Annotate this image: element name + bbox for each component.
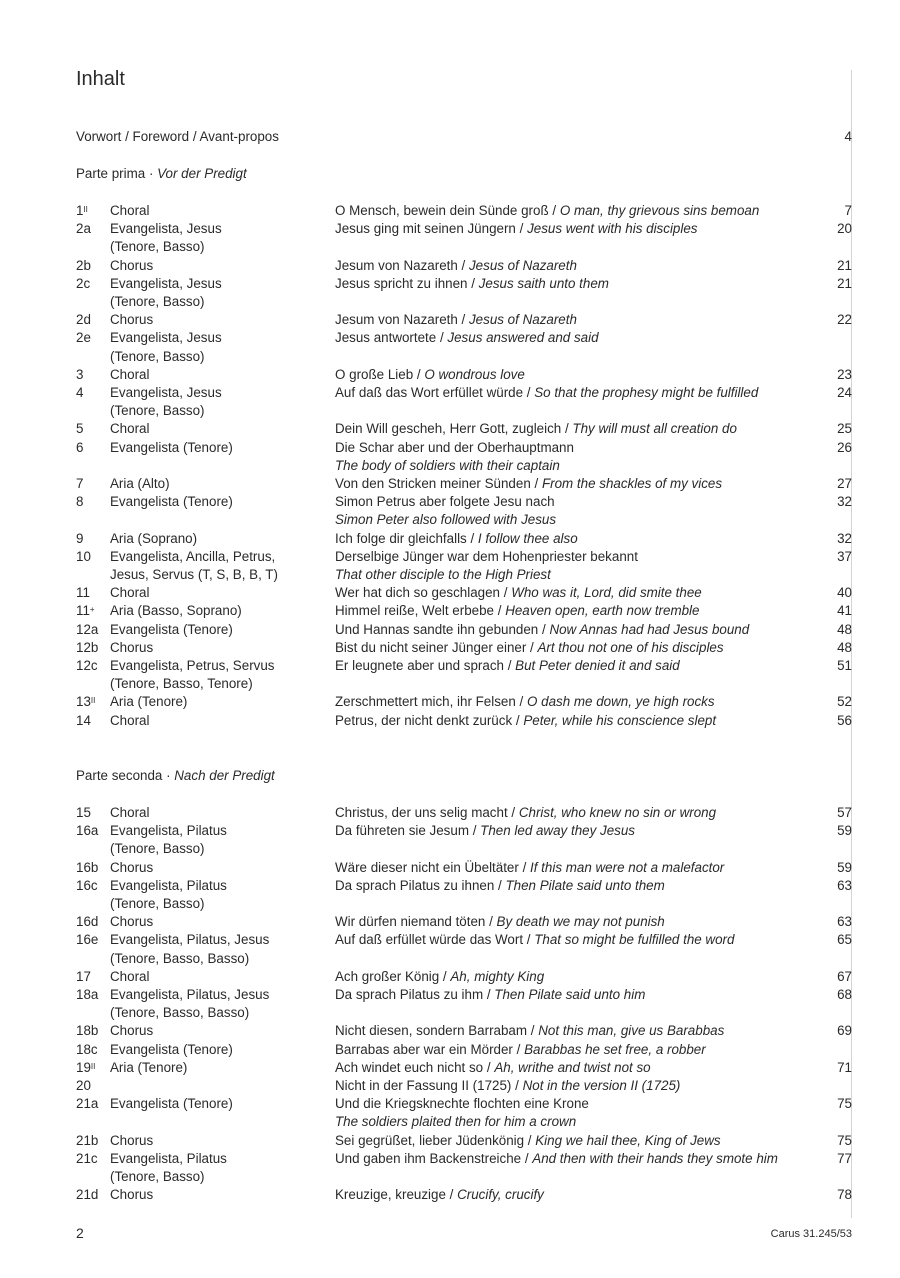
entry-title: O große Lieb / O wondrous love <box>335 366 525 382</box>
entry-title-english: Ah, writhe and twist not so <box>494 1059 651 1075</box>
entry-page: 48 <box>837 639 852 655</box>
entry-title: Auf daß das Wort erfüllet würde / So that the prophesy might be fulfilled <box>335 385 759 400</box>
entry-title: Da führeten sie Jesum / Then led away they Jesus <box>335 823 635 839</box>
entry-title-english: Christ, who knew no sin or wrong <box>518 805 717 820</box>
entry-number: 17 <box>76 968 91 984</box>
entry-title: Wir dürfen niemand töten / By death we may not punish <box>335 914 665 930</box>
entry-category: Evangelista (Tenore) <box>110 1096 233 1112</box>
entry-category: Evangelista, Petrus, Servus <box>110 658 275 673</box>
toc-row <box>0 986 900 1004</box>
toc-row <box>0 402 900 420</box>
entry-category: Choral <box>110 712 150 728</box>
toc-row <box>0 311 900 329</box>
entry-title: Da sprach Pilatus zu ihnen / Then Pilate said unto them <box>335 877 665 893</box>
toc-row <box>0 913 900 931</box>
entry-title-english: Not this man, give us Barabbas <box>538 1023 725 1039</box>
entry-category: Choral <box>110 203 150 218</box>
entry-title: Sei gegrüßet, lieber Jüdenkönig / King we hail thee, King of Jews <box>335 1132 721 1148</box>
entry-page: 75 <box>837 1132 852 1148</box>
toc-row <box>0 804 900 822</box>
toc-row <box>0 877 900 895</box>
toc-row <box>0 1132 900 1150</box>
entry-number: 16e <box>76 932 99 948</box>
entry-page: 78 <box>837 1187 852 1203</box>
entry-title: Er leugnete aber und sprach / But Peter denied it and said <box>335 658 680 673</box>
entry-title-english: But Peter denied it and said <box>515 658 680 673</box>
entry-title-english: That so might be fulfilled the word <box>534 932 735 948</box>
entry-marker: II <box>90 1061 96 1071</box>
entry-marker: II <box>90 696 96 706</box>
foreword-row <box>0 128 900 146</box>
toc-row <box>0 822 900 840</box>
entry-number: 12c <box>76 658 98 673</box>
entry-page: 59 <box>837 823 852 839</box>
entry-number: 12b <box>76 639 99 655</box>
toc-row <box>0 275 900 293</box>
entry-title-english: Crucify, crucify <box>457 1187 544 1203</box>
entry-number: 11+ <box>76 603 95 619</box>
entry-category: Evangelista, Pilatus, Jesus <box>110 932 270 948</box>
entry-title-english: Heaven open, earth now tremble <box>505 603 700 619</box>
entry-number: 2a <box>76 221 91 237</box>
entry-category: Chorus <box>110 257 154 273</box>
entry-category: Chorus <box>110 1132 154 1148</box>
toc-row <box>0 1022 900 1040</box>
foreword-label: Vorwort / Foreword / Avant-propos <box>76 129 279 144</box>
entry-number: 12a <box>76 621 99 637</box>
entry-category: Evangelista, Jesus <box>110 385 222 400</box>
toc-row <box>0 457 900 475</box>
part-heading-2: Parte seconda · Nach der Predigt <box>76 768 275 783</box>
entry-category: Chorus <box>110 914 154 930</box>
footer-catalog-code: Carus 31.245/53 <box>770 1228 852 1240</box>
entry-page: 75 <box>837 1096 852 1112</box>
entry-category: Chorus <box>110 1187 154 1203</box>
entry-page: 32 <box>837 494 852 510</box>
toc-row <box>0 366 900 384</box>
entry-number: 18a <box>76 987 99 1002</box>
entry-page: 69 <box>837 1023 852 1039</box>
entry-number: 16a <box>76 823 99 839</box>
entry-title-english: Jesus answered and said <box>447 330 599 346</box>
toc-row <box>0 1041 900 1059</box>
entry-category: Choral <box>110 585 150 601</box>
entry-category: Evangelista, Jesus <box>110 330 222 346</box>
entry-title-english: That other disciple to the High Priest <box>335 567 551 582</box>
entry-title: Und die Kriegsknechte flochten eine Krone <box>335 1096 589 1112</box>
entry-number: 5 <box>76 421 84 437</box>
toc-row <box>0 348 900 366</box>
entry-category: Evangelista, Pilatus <box>110 877 227 893</box>
entry-title-english: Thy will must all creation do <box>572 421 737 437</box>
entry-title: Nicht diesen, sondern Barrabam / Not this man, give us Barabbas <box>335 1023 725 1039</box>
entry-page: 67 <box>837 968 852 984</box>
toc-row <box>0 257 900 275</box>
entry-page: 56 <box>837 712 852 728</box>
toc-row <box>0 1059 900 1077</box>
entry-title-english: Then Pilate said unto them <box>505 877 665 893</box>
entry-title: Jesus spricht zu ihnen / Jesus saith unto them <box>335 275 609 291</box>
entry-title: Dein Will gescheh, Herr Gott, zugleich / Thy will must all creation do <box>335 421 737 437</box>
toc-row <box>0 675 900 693</box>
entry-page: 41 <box>837 603 852 619</box>
entry-number: $13^{II}$ <box>76 694 96 710</box>
toc-row <box>0 968 900 986</box>
entry-category: Evangelista (Tenore) <box>110 439 233 455</box>
toc-row <box>0 384 900 402</box>
entry-title: Da sprach Pilatus zu ihm / Then Pilate said unto him <box>335 987 646 1002</box>
entry-page: 37 <box>837 548 852 564</box>
entry-category: Evangelista, Jesus <box>110 275 222 291</box>
entry-title-english: Peter, while his conscience slept <box>523 712 717 728</box>
entry-title-english: Barabbas he set free, a robber <box>524 1041 706 1057</box>
part-heading-1: Parte prima · Vor der Predigt <box>76 166 247 181</box>
entry-number: 3 <box>76 366 84 382</box>
entry-title-english: By death we may not punish <box>496 914 665 930</box>
entry-category: (Tenore, Basso, Basso) <box>110 950 250 966</box>
toc-row <box>0 1077 900 1095</box>
entry-title: Ach windet euch nicht so / Ah, writhe and twist not so <box>335 1059 651 1075</box>
toc-row <box>0 439 900 457</box>
entry-title-english: Then Pilate said unto him <box>494 987 646 1002</box>
entry-category: Aria (Soprano) <box>110 530 198 546</box>
entry-category: Aria (Tenore) <box>110 1059 188 1075</box>
entry-category: Chorus <box>110 859 154 875</box>
entry-title: Barrabas aber war ein Mörder / Barabbas he set free, a robber <box>335 1041 706 1057</box>
entry-category: Choral <box>110 968 150 984</box>
entry-title-english: So that the prophesy might be fulfilled <box>534 385 759 400</box>
toc-row <box>0 1186 900 1204</box>
toc-row <box>0 584 900 602</box>
entry-number: 2e <box>76 330 91 346</box>
entry-page: 71 <box>837 1059 852 1075</box>
entry-number: 10 <box>76 548 91 564</box>
toc-row <box>0 639 900 657</box>
toc-row <box>0 931 900 949</box>
toc-row <box>0 1168 900 1186</box>
entry-title: Zerschmettert mich, ihr Felsen / O dash me down, ye high rocks <box>335 694 715 710</box>
toc-row <box>0 1113 900 1131</box>
entry-page: 68 <box>837 987 852 1002</box>
toc-row <box>0 712 900 730</box>
entry-title: Nicht in der Fassung II (1725) / Not in the version II (1725) <box>335 1078 681 1093</box>
entry-number: 16b <box>76 859 99 875</box>
entry-category: Chorus <box>110 312 154 328</box>
entry-title-english: Jesus went with his disciples <box>527 221 698 237</box>
entry-title-english: Jesus of Nazareth <box>468 257 577 273</box>
entry-title: Wäre dieser nicht ein Übeltäter / If this man were not a malefactor <box>335 859 725 875</box>
entry-category: Choral <box>110 366 150 382</box>
toc-row <box>0 420 900 438</box>
entry-number: 21c <box>76 1150 98 1166</box>
entry-title: Himmel reiße, Welt erbebe / Heaven open, earth now tremble <box>335 603 700 619</box>
entry-title: Ich folge dir gleichfalls / I follow thee also <box>335 530 578 546</box>
entry-title: Jesum von Nazareth / Jesus of Nazareth <box>335 312 577 328</box>
entry-page: 52 <box>837 694 852 710</box>
entry-title: Von den Stricken meiner Sünden / From the shackles of my vices <box>335 476 723 491</box>
entry-title: Und gaben ihm Backenstreiche / And then with their hands they smote him <box>335 1150 778 1166</box>
toc-row <box>0 950 900 968</box>
entry-page: 22 <box>837 312 852 328</box>
entry-title: Bist du nicht seiner Jünger einer / Art thou not one of his disciples <box>335 639 724 655</box>
entry-title-english: Jesus saith unto them <box>478 275 609 291</box>
entry-title: O Mensch, bewein dein Sünde groß / O man, thy grievous sins bemoan <box>335 203 760 218</box>
entry-category: (Tenore, Basso) <box>110 403 205 419</box>
entry-number: 2b <box>76 257 91 273</box>
entry-title-english: And then with their hands they smote him <box>532 1150 778 1166</box>
entry-category: (Tenore, Basso) <box>110 239 205 255</box>
page-title: Inhalt <box>76 68 125 90</box>
toc-row <box>0 511 900 529</box>
toc-row <box>0 493 900 511</box>
entry-category: Chorus <box>110 639 154 655</box>
toc-row <box>0 530 900 548</box>
entry-title: Petrus, der nicht denkt zurück / Peter, while his conscience slept <box>335 712 717 728</box>
entry-page: 26 <box>837 439 852 455</box>
toc-row <box>0 693 900 711</box>
entry-title: Jesus antwortete / Jesus answered and said <box>335 330 599 346</box>
entry-category: Aria (Tenore) <box>110 694 188 710</box>
entry-page: 23 <box>837 366 852 382</box>
entry-page: 57 <box>837 805 852 820</box>
entry-page: 27 <box>837 476 852 491</box>
entry-number: 7 <box>76 476 84 491</box>
entry-title: Derselbige Jünger war dem Hohenpriester bekannt <box>335 548 638 564</box>
entry-title: Jesus ging mit seinen Jüngern / Jesus went with his disciples <box>335 221 698 237</box>
entry-page: 20 <box>837 221 852 237</box>
entry-number: 18b <box>76 1023 99 1039</box>
footer-page-number: 2 <box>76 1225 84 1241</box>
toc-row <box>0 1150 900 1168</box>
entry-number: 9 <box>76 530 84 546</box>
entry-title: Kreuzige, kreuzige / Crucify, crucify <box>335 1187 544 1203</box>
toc-row <box>0 1004 900 1022</box>
entry-title-english: Jesus of Nazareth <box>468 312 577 328</box>
toc-row <box>0 840 900 858</box>
entry-number: 21a <box>76 1096 99 1112</box>
entry-number: 4 <box>76 385 84 400</box>
entry-marker: II <box>83 205 88 214</box>
entry-title-english: Ah, mighty King <box>450 968 545 984</box>
entry-page: 21 <box>837 257 852 273</box>
entry-category: Evangelista, Ancilla, Petrus, <box>110 548 276 564</box>
entry-title-english: Then led away they Jesus <box>480 823 635 839</box>
entry-number: 6 <box>76 439 84 455</box>
entry-number: 16d <box>76 914 99 930</box>
entry-number: 16c <box>76 877 98 893</box>
entry-number: $1^{II}$ <box>76 203 88 218</box>
entry-page: 65 <box>837 932 852 948</box>
part1-sub: Vor der Predigt <box>157 166 247 181</box>
entry-title-english: O man, thy grievous sins bemoan <box>559 203 760 218</box>
entry-title-english: Who was it, Lord, did smite thee <box>511 585 702 601</box>
entry-title-english: Now Annas had had Jesus bound <box>549 621 750 637</box>
toc-row <box>0 566 900 584</box>
toc-row <box>0 202 900 220</box>
entry-category: Evangelista (Tenore) <box>110 494 233 510</box>
entry-number: 14 <box>76 712 91 728</box>
entry-title-english: Simon Peter also followed with Jesus <box>335 512 557 528</box>
part2-name: Parte seconda <box>76 768 163 783</box>
entry-page: 63 <box>837 877 852 893</box>
entry-number: 2c <box>76 275 91 291</box>
entry-page: 25 <box>837 421 852 437</box>
part2-sub: Nach der Predigt <box>174 768 275 783</box>
entry-number: 15 <box>76 805 91 820</box>
toc-row <box>0 657 900 675</box>
entry-category: (Tenore, Basso) <box>110 294 205 309</box>
entry-category: Jesus, Servus (T, S, B, B, T) <box>110 567 278 582</box>
entry-category: Evangelista, Jesus <box>110 221 222 237</box>
entry-title-english: If this man were not a malefactor <box>530 859 725 875</box>
toc-row <box>0 895 900 913</box>
entry-category: Chorus <box>110 1023 154 1039</box>
entry-title: Und Hannas sandte ihn gebunden / Now Annas had had Jesus bound <box>335 621 750 637</box>
entry-title: Auf daß erfüllet würde das Wort / That so might be fulfilled the word <box>335 932 735 948</box>
entry-page: 24 <box>837 385 852 400</box>
entry-category: Aria (Alto) <box>110 476 170 491</box>
entry-title-english: Not in the version II (1725) <box>522 1078 681 1093</box>
entry-title-english: The body of soldiers with their captain <box>335 457 560 473</box>
entry-page: 51 <box>837 658 852 673</box>
toc-row <box>0 220 900 238</box>
entry-title: Die Schar aber und der Oberhauptmann <box>335 439 574 455</box>
toc-row <box>0 1095 900 1113</box>
entry-marker: + <box>89 605 95 615</box>
entry-category: Evangelista (Tenore) <box>110 1041 233 1057</box>
toc-row <box>0 293 900 311</box>
entry-page: 63 <box>837 914 852 930</box>
toc-row <box>0 548 900 566</box>
entry-category: Evangelista, Pilatus <box>110 823 227 839</box>
entry-title: Wer hat dich so geschlagen / Who was it, Lord, did smite thee <box>335 585 702 601</box>
entry-category: Evangelista, Pilatus <box>110 1150 227 1166</box>
entry-category: Choral <box>110 805 150 820</box>
toc-row <box>0 475 900 493</box>
entry-title-english: King we hail thee, King of Jews <box>535 1132 721 1148</box>
entry-page: 21 <box>837 275 852 291</box>
entry-number: 18c <box>76 1041 98 1057</box>
entry-category: Evangelista, Pilatus, Jesus <box>110 987 270 1002</box>
foreword-page: 4 <box>844 129 852 144</box>
entry-title: Jesum von Nazareth / Jesus of Nazareth <box>335 257 577 273</box>
entry-category: (Tenore, Basso) <box>110 348 205 364</box>
entry-title-english: Art thou not one of his disciples <box>537 639 724 655</box>
entry-title-english: From the shackles of my vices <box>541 476 723 491</box>
entry-title-english: O wondrous love <box>424 366 525 382</box>
entry-page: 40 <box>837 585 852 601</box>
entry-number: 21d <box>76 1187 99 1203</box>
toc-row <box>0 621 900 639</box>
toc-row <box>0 238 900 256</box>
entry-page: 7 <box>844 203 852 218</box>
entry-number: 2d <box>76 312 91 328</box>
entry-title-english: I follow thee also <box>477 530 578 546</box>
entry-number: 11 <box>76 585 90 601</box>
entry-category: Aria (Basso, Soprano) <box>110 603 242 619</box>
entry-page: 77 <box>837 1150 852 1166</box>
entry-number: $19^{II}$ <box>76 1059 96 1075</box>
toc-row <box>0 329 900 347</box>
entry-title: Ach großer König / Ah, mighty King <box>335 968 545 984</box>
entry-title-english: O dash me down, ye high rocks <box>527 694 715 710</box>
entry-page: 32 <box>837 530 852 546</box>
entry-title: Simon Petrus aber folgete Jesu nach <box>335 494 555 510</box>
entry-number: 8 <box>76 494 84 510</box>
entry-title: Christus, der uns selig macht / Christ, who knew no sin or wrong <box>335 805 717 820</box>
entry-page: 59 <box>837 859 852 875</box>
entry-category: (Tenore, Basso) <box>110 896 205 911</box>
entry-title-english: The soldiers plaited then for him a crown <box>335 1114 577 1130</box>
entry-category: (Tenore, Basso, Basso) <box>110 1005 250 1021</box>
entry-number: 20 <box>76 1078 91 1093</box>
entry-page: 48 <box>837 621 852 637</box>
entry-category: Evangelista (Tenore) <box>110 621 233 637</box>
part1-name: Parte prima <box>76 166 146 181</box>
entry-category: (Tenore, Basso) <box>110 841 205 857</box>
toc-row <box>0 859 900 877</box>
entry-category: (Tenore, Basso, Tenore) <box>110 676 253 692</box>
toc-row <box>0 602 900 620</box>
entry-category: (Tenore, Basso) <box>110 1169 205 1184</box>
entry-category: Choral <box>110 421 150 437</box>
entry-number: 21b <box>76 1132 99 1148</box>
